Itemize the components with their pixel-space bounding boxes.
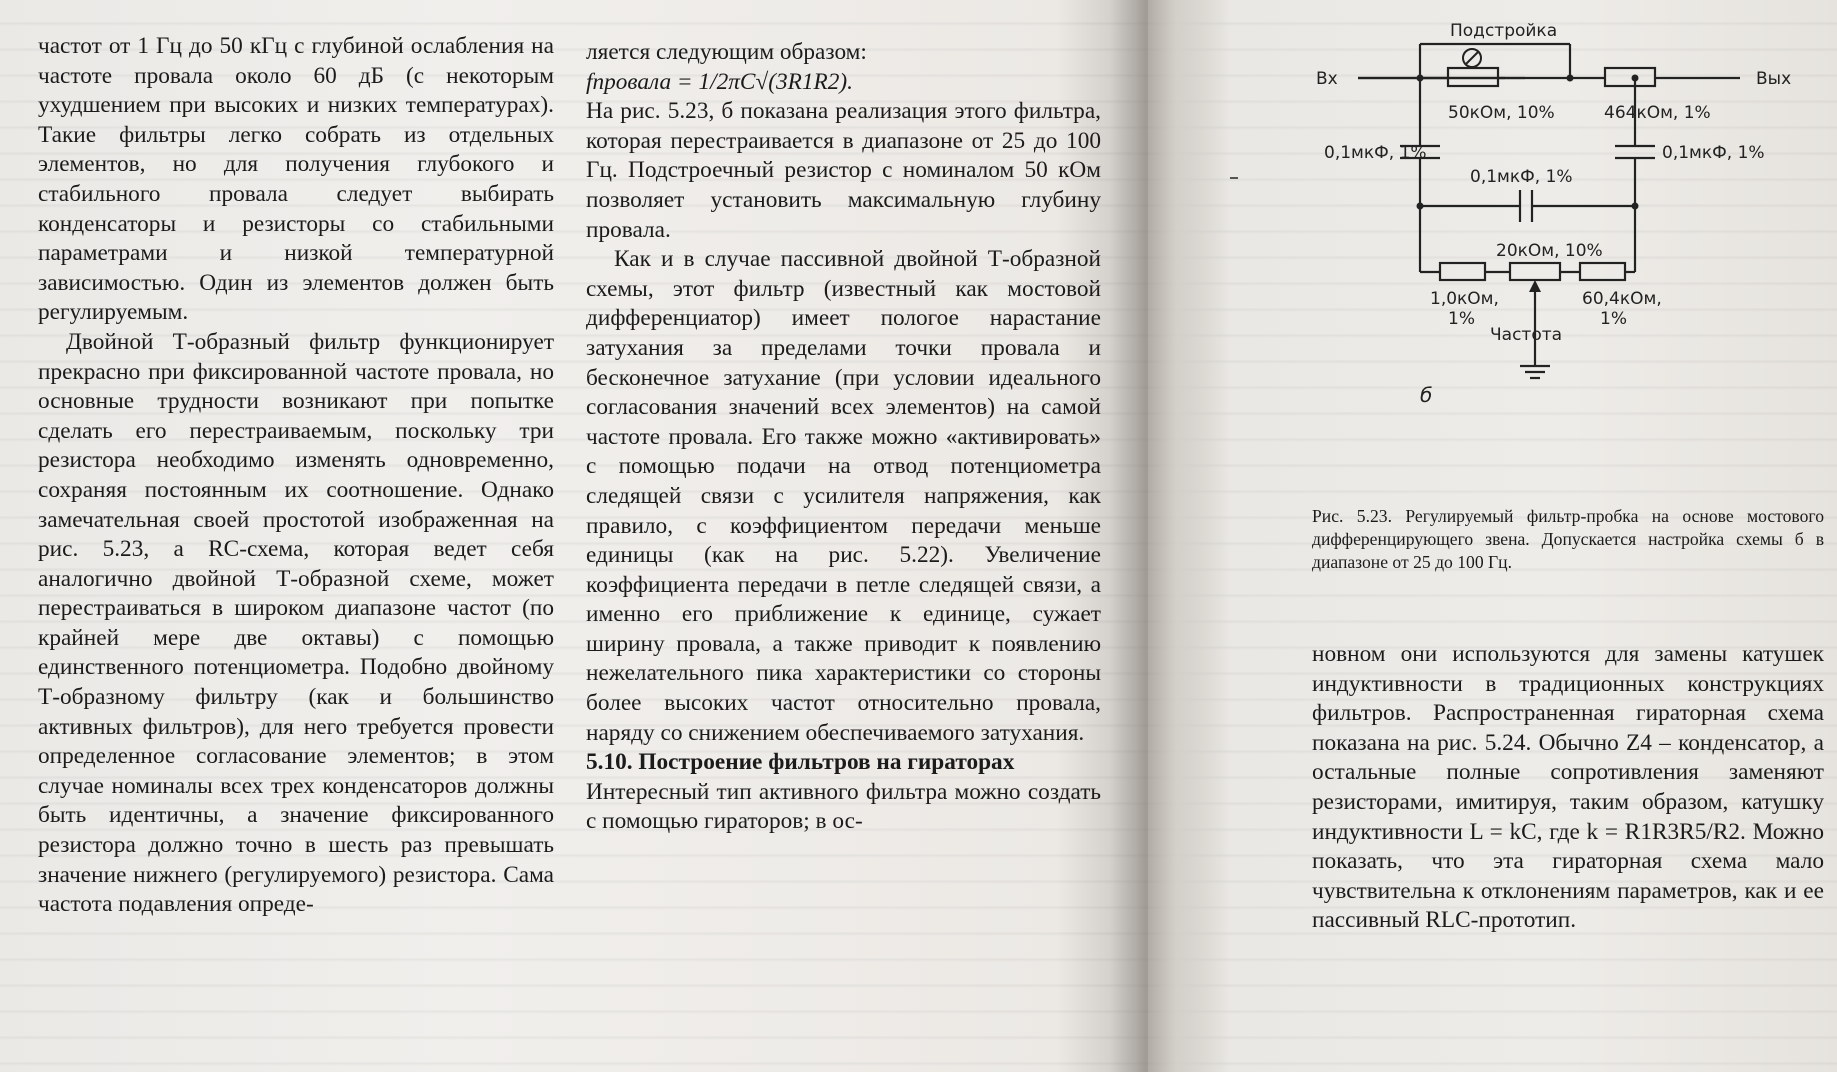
potentiometer-20k [1510,263,1560,280]
paragraph: частот от 1 Гц до 50 кГц с глубиной ослабления на частоте провала около 60 дБ (с некоторым ухудшением при высоких и низких температурах). Такие фильтры легко собрать из отдельных элементов, но для получения глубокого и стабильного провала следует выбирать конденсаторы и резисторы со стабильными параметрами и низкой температурной зависимостью. Один из элементов должен быть регулируемым. [38,33,554,326]
resistor-60k [1580,263,1625,280]
book-gutter [1110,0,1230,1072]
label-r3: 20кОм, 10% [1496,241,1603,261]
label-r4: 1,0кОм, [1430,289,1499,309]
label-trim: Подстройка [1450,21,1558,41]
right-text-column [1312,640,1824,936]
paragraph: ляется следующим образом: [586,39,867,65]
label-r5: 60,4кОм, [1582,289,1662,309]
left-text-column [38,32,554,920]
resistor-1k [1440,263,1485,280]
formula: fпровала = 1/2πC√(3R1R2). [586,68,853,95]
label-r4-tol: 1% [1448,309,1475,329]
section-heading: 5.10. Построение фильтров на гираторах [586,749,1015,776]
paragraph: Как и в случае пассивной двойной Т-образной схемы, этот фильтр (известный как мостовой дифференциатор) имеет пологое нарастание затухания за пределами точки провала и бесконечное затухание (при условии идеального согласования значений всех элементов) на самой частоте провала. Его также можно «активировать» с помощью подачи на отвод потенциометра следящей связи с усилителя напряжения, как правило, с коэффициентом передачи меньше единицы (как на рис. 5.22). Увеличение коэффициента передачи в петле следящей связи, а именно его приближение к единице, сужает ширину провала, а также приводит к появлению нежелательного пика характеристики со стороны более высоких частот относительно провала, наряду со снижением обеспечиваемого затухания. [586,246,1101,746]
figure-caption: Рис. 5.23. Регулируемый фильтр-пробка на основе мостового дифференцирующего звена. Допускается настройка схемы б в диапазоне от 25 до 100 Гц. [1312,506,1824,572]
label-output: Вых [1756,69,1792,89]
label-r5-tol: 1% [1600,309,1627,329]
circuit-diagram [1300,18,1828,488]
label-c1: 0,1мкФ, 1% [1324,143,1427,163]
label-b: б [1420,383,1433,407]
middle-text-column [586,38,1101,837]
label-c2: 0,1мкФ, 1% [1662,143,1765,163]
stray-mark [1230,177,1238,179]
paragraph: На рис. 5.23, б показана реализация этого фильтра, которая перестраивается в диапазоне от 25 до 100 Гц. Подстроечный резистор с номиналом 50 кОм позволяет установить максимальную глубину провала. [586,98,1101,243]
paragraph: Двойной Т-образный фильтр функционирует прекрасно при фиксированной частоте провала, но основные трудности возникают при попытке сделать его перестраиваемым, поскольку три резистора необходимо изменять одновременно, сохраняя постоянным их соотношение. Однако замечательная своей простотой изображенная на рис. 5.23, а RC-схема, которая ведет себя аналогично двойной Т-образной схеме, может перестраиваться в широком диапазоне частот (по крайней мере две октавы) с помощью единственного потенциометра. Подобно двойному Т-образному фильтру (как и большинство активных фильтров), для него требуется провести определенное согласование элементов; в этом случае номиналы всех трех конденсаторов должны быть идентичны, а значение фиксированного резистора должно точно в шесть раз превышать значение нижнего (регулируемого) резистора. Сама частота подавления опреде- [38,328,554,918]
label-r2: 464кОм, 1% [1604,103,1711,123]
paragraph: новном они используются для замены катушек индуктивности в традиционных конструкциях фильтров. Распространенная гираторная схема показана на рис. 5.24. Обычно Z4 – конденсатор, а остальные полные сопротивления заменяют резисторами, имитируя, таким образом, катушку индуктивности L = kC, где k = R1R3R5/R2. Можно показать, что эта гираторная схема мало чувствительна к отклонениям параметров, как и ее пассивный RLC-прототип. [1312,641,1824,934]
label-r1: 50кОм, 10% [1448,103,1555,123]
label-c3: 0,1мкФ, 1% [1470,167,1573,187]
paragraph: Интересный тип активного фильтра можно создать с помощью гираторов; в ос- [586,778,1101,835]
label-input: Вх [1316,69,1338,89]
resistor-464k [1605,68,1655,86]
label-frequency: Частота [1490,325,1563,345]
